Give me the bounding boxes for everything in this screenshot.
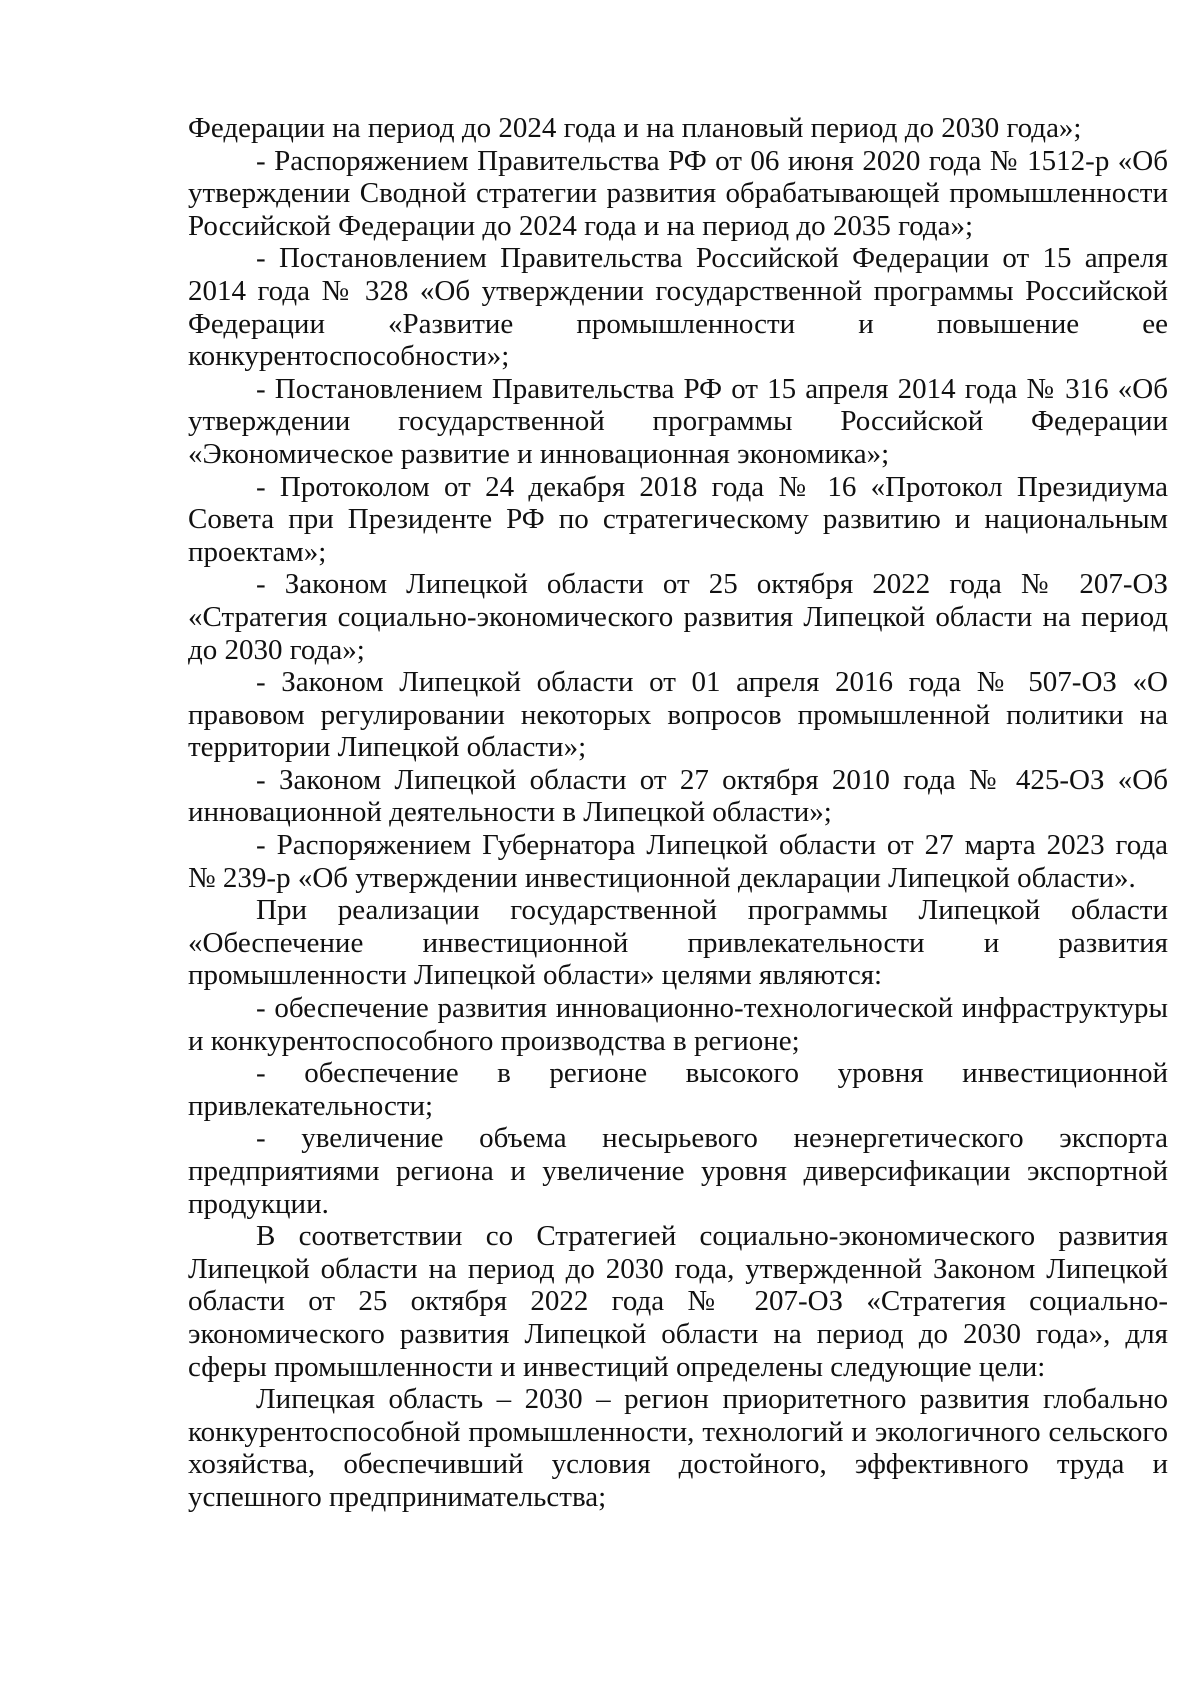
paragraph-13: - увеличение объема несырьевого неэнергетического экспорта предприятиями региона и увеличение уровня диверсификации экспортной продукции. — [188, 1122, 1168, 1220]
paragraph-14: В соответствии со Стратегией социально-экономического развития Липецкой области на период до 2030 года, утвержденной Законом Липецкой области от 25 октября 2022 года № 207-ОЗ «Стратегия социально-экономического развития Липецкой области на период до 2030 года», для сферы промышленности и инвестиций определены следующие цели: — [188, 1220, 1168, 1383]
paragraph-2: - Распоряжением Правительства РФ от 06 июня 2020 года № 1512-р «Об утверждении Сводной стратегии развития обрабатывающей промышленности Российской Федерации до 2024 года и на период до 2035 года»; — [188, 144, 1168, 242]
paragraph-5: - Протоколом от 24 декабря 2018 года № 16 «Протокол Президиума Совета при Президенте РФ по стратегическому развитию и национальным проектам»; — [188, 470, 1168, 568]
paragraph-15: Липецкая область – 2030 – регион приоритетного развития глобально конкурентоспособной промышленности, технологий и экологичного сельского хозяйства, обеспечивший условия достойного, эффективного труда и успешного предпринимательства; — [188, 1383, 1168, 1513]
paragraph-1: Федерации на период до 2024 года и на плановый период до 2030 года»; — [188, 112, 1082, 144]
paragraph-7: - Законом Липецкой области от 01 апреля 2016 года № 507-ОЗ «О правовом регулировании некоторых вопросов промышленной политики на территории Липецкой области»; — [188, 666, 1168, 764]
paragraph-3: - Постановлением Правительства Российской Федерации от 15 апреля 2014 года № 328 «Об утверждении государственной программы Российской Федерации «Развитие промышленности и повышение ее конкурентоспособности»; — [188, 242, 1168, 373]
paragraph-8: - Законом Липецкой области от 27 октября 2010 года № 425-ОЗ «Об инновационной деятельности в Липецкой области»; — [188, 763, 1168, 829]
paragraph-9: - Распоряжением Губернатора Липецкой области от 27 марта 2023 года № 239-р «Об утверждении инвестиционной декларации Липецкой области». — [188, 829, 1168, 894]
paragraph-4: - Постановлением Правительства РФ от 15 апреля 2014 года № 316 «Об утверждении государственной программы Российской Федерации «Экономическое развитие и инновационная экономика»; — [188, 372, 1168, 470]
document-page — [188, 112, 1168, 1514]
paragraph-10: При реализации государственной программы Липецкой области «Обеспечение инвестиционной привлекательности и развития промышленности Липецкой области» целями являются: — [188, 894, 1168, 992]
paragraph-11: - обеспечение развития инновационно-технологической инфраструктуры и конкурентоспособного производства в регионе; — [188, 992, 1168, 1057]
paragraph-6: - Законом Липецкой области от 25 октября 2022 года № 207-ОЗ «Стратегия социально-экономического развития Липецкой области на период до 2030 года»; — [188, 568, 1168, 666]
paragraph-12: - обеспечение в регионе высокого уровня инвестиционной привлекательности; — [188, 1057, 1168, 1122]
